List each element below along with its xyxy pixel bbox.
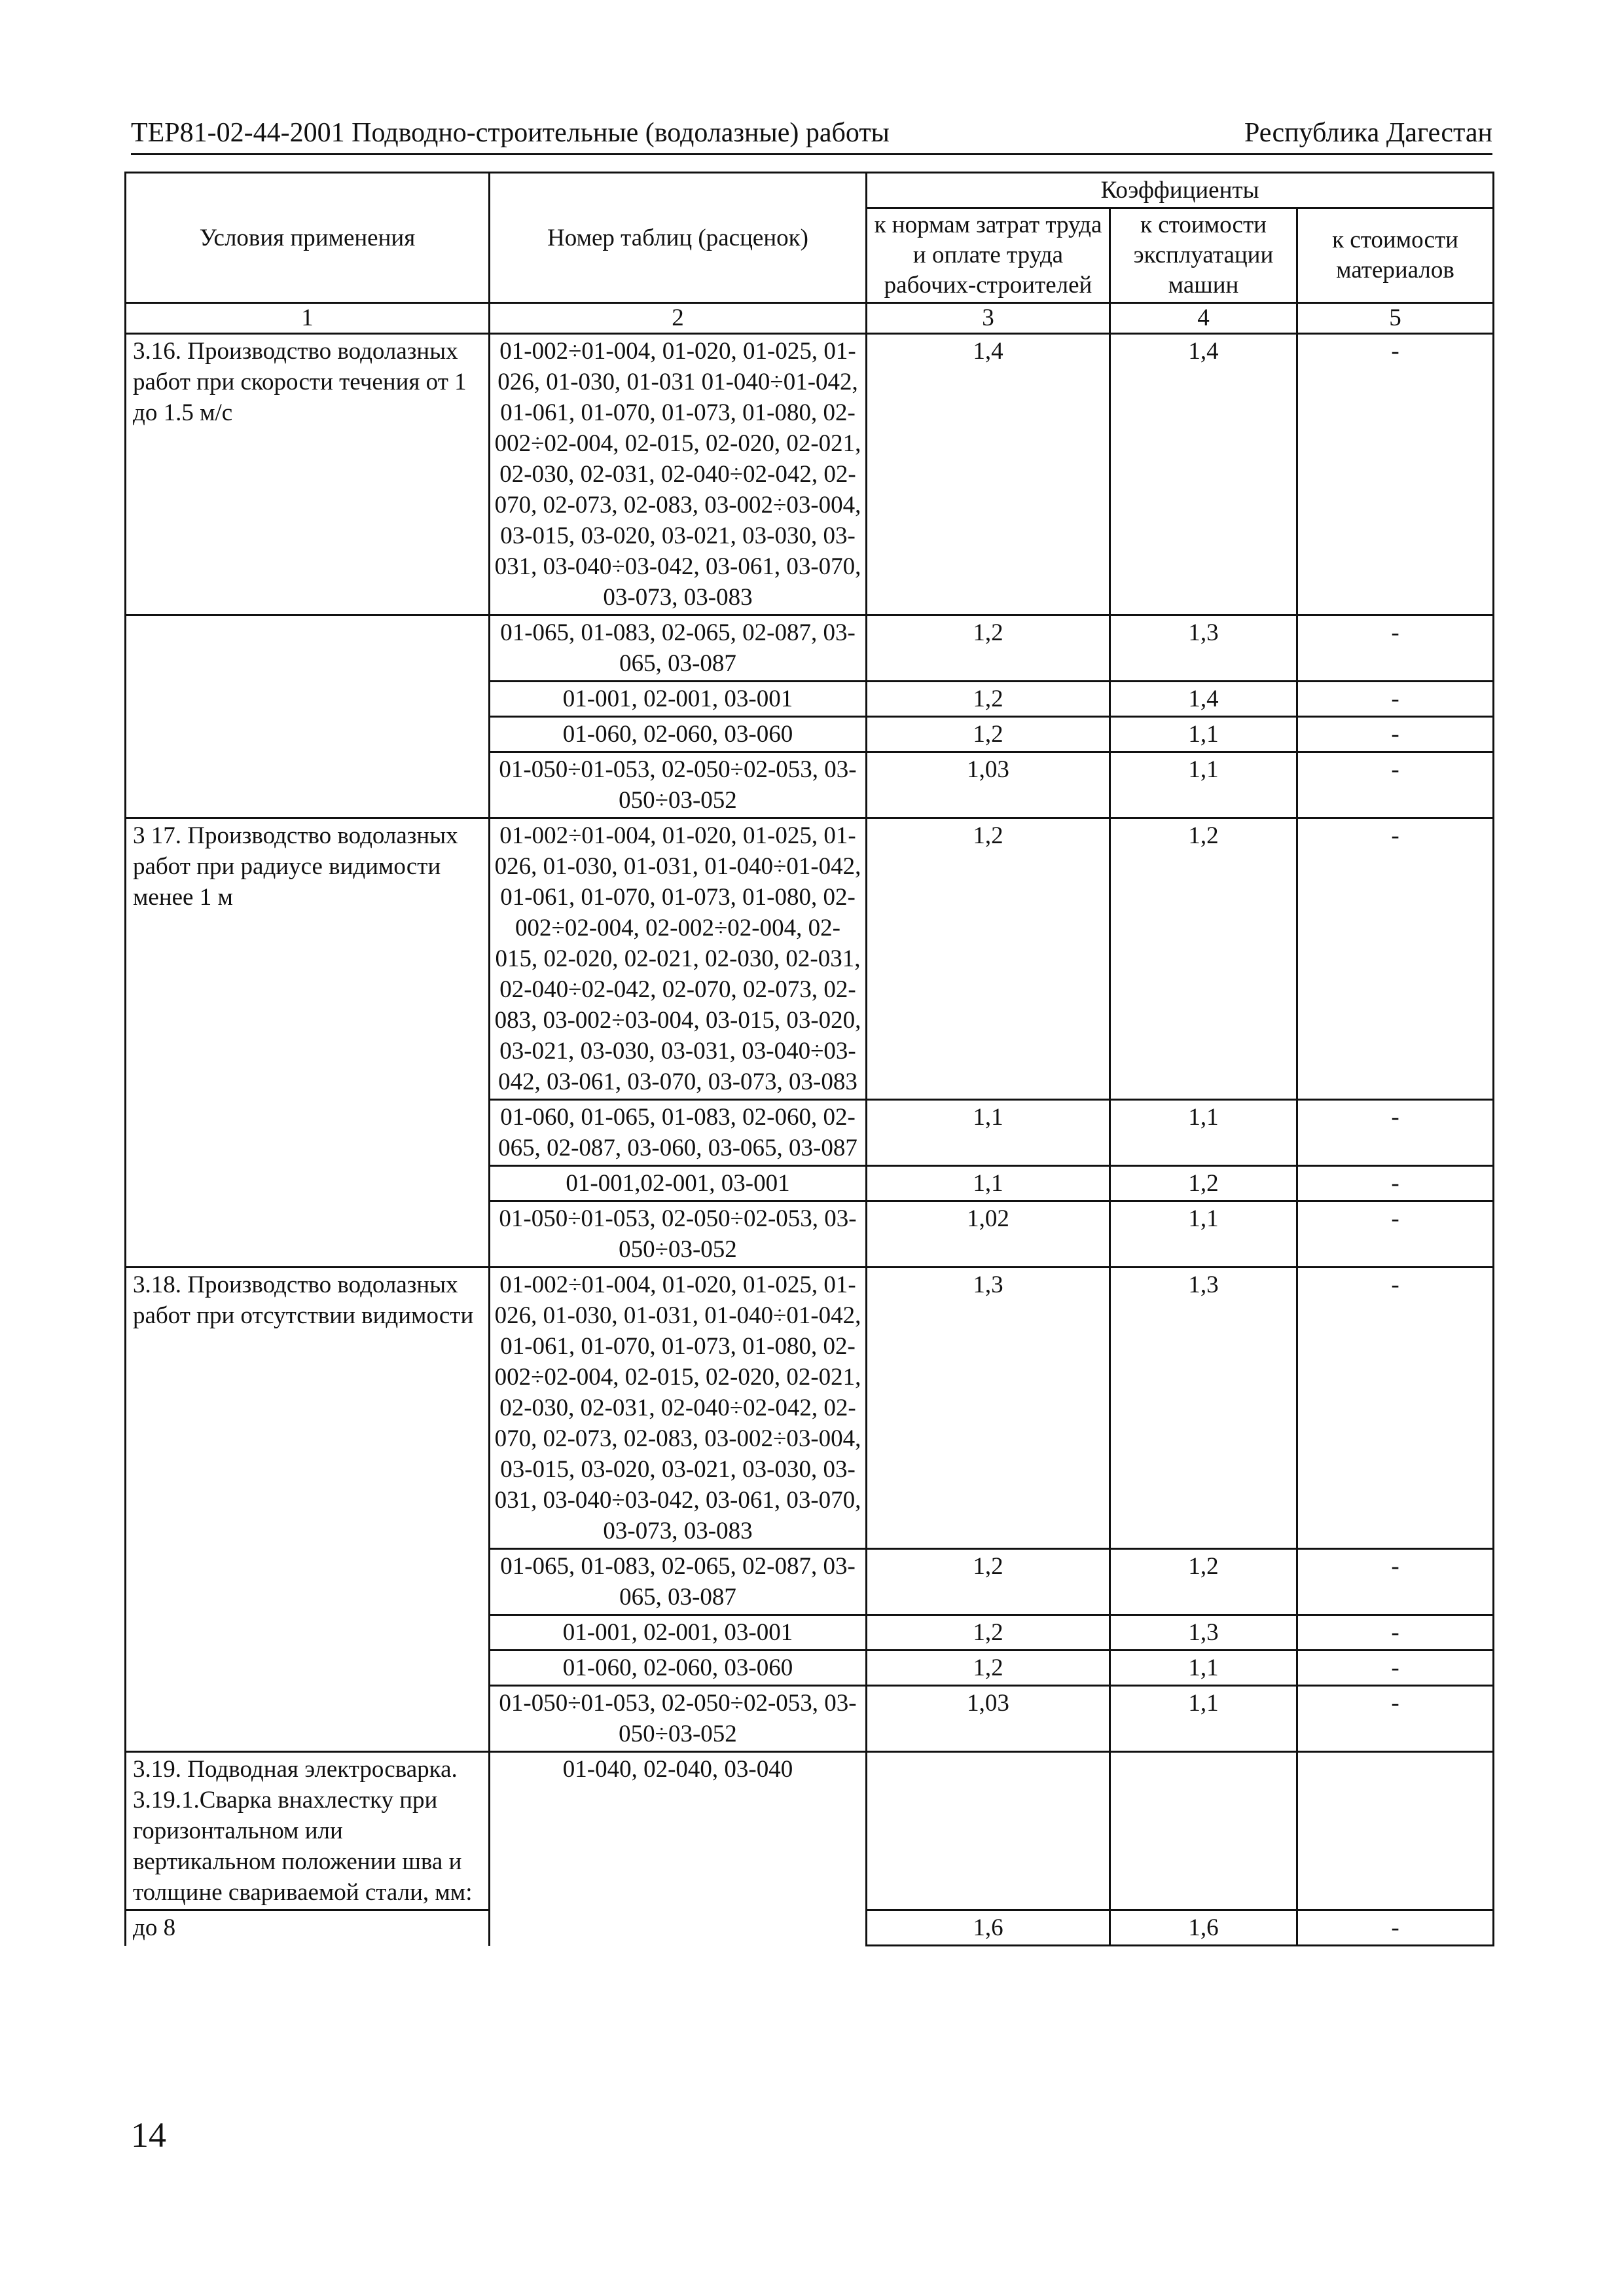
- table-row: [126, 818, 1494, 1100]
- materials-coefficient: -: [1297, 717, 1494, 752]
- labor-coefficient: 1,1: [867, 1100, 1110, 1166]
- sub-condition-cell: до 8: [126, 1910, 490, 1946]
- condition-cell: 3.18. Производство водолазных работ при отсутствии видимости: [126, 1268, 490, 1549]
- materials-coefficient: -: [1297, 1100, 1494, 1166]
- labor-coefficient-empty: [867, 1752, 1110, 1910]
- table-numbers-cell: 01-050÷01-053, 02-050÷02-053, 03-050÷03-052: [490, 1201, 867, 1268]
- page-number: 14: [131, 2115, 166, 2155]
- machines-coefficient: 1,2: [1110, 1166, 1297, 1201]
- labor-coefficient: 1,2: [867, 1615, 1110, 1651]
- column-index: 5: [1297, 303, 1494, 334]
- materials-coefficient: -: [1297, 1686, 1494, 1752]
- column-index-row: [126, 303, 1494, 334]
- machines-coefficient: 1,4: [1110, 334, 1297, 615]
- table-numbers-cell: 01-002÷01-004, 01-020, 01-025, 01-026, 01-030, 01-031, 01-040÷01-042, 01-061, 01-070, 01-073, 01-080, 02-002÷02-004, 02-015, 02-020, 02-021, 02-030, 02-031, 02-040÷02-042, 02-070, 02-073, 02-083, 03-002÷03-004, 03-015, 03-020, 03-021, 03-030, 03-031, 03-040÷03-042, 03-061, 03-070, 03-073, 03-083: [490, 1268, 867, 1549]
- materials-coefficient: -: [1297, 615, 1494, 682]
- condition-cell-empty: [126, 1549, 490, 1752]
- machines-coefficient: 1,1: [1110, 1686, 1297, 1752]
- materials-coefficient: -: [1297, 1201, 1494, 1268]
- materials-coefficient: -: [1297, 818, 1494, 1100]
- table-numbers-cell: 01-065, 01-083, 02-065, 02-087, 03-065, 03-087: [490, 615, 867, 682]
- machines-coefficient: 1,2: [1110, 818, 1297, 1100]
- materials-coefficient: -: [1297, 682, 1494, 717]
- header-materials: к стоимости материалов: [1297, 208, 1494, 303]
- machines-coefficient: 1,1: [1110, 1651, 1297, 1686]
- materials-coefficient: -: [1297, 1651, 1494, 1686]
- table-row: [126, 1268, 1494, 1549]
- labor-coefficient: 1,03: [867, 1686, 1110, 1752]
- table-row: [126, 615, 1494, 682]
- table-numbers-cell: 01-001, 02-001, 03-001: [490, 1615, 867, 1651]
- labor-coefficient: 1,2: [867, 615, 1110, 682]
- table-numbers-cell: 01-065, 01-083, 02-065, 02-087, 03-065, 03-087: [490, 1549, 867, 1615]
- materials-coefficient: -: [1297, 1910, 1494, 1946]
- region-name: Республика Дагестан: [1244, 118, 1492, 148]
- materials-coefficient: -: [1297, 1268, 1494, 1549]
- labor-coefficient: 1,2: [867, 717, 1110, 752]
- column-index: 4: [1110, 303, 1297, 334]
- labor-coefficient: 1,1: [867, 1166, 1110, 1201]
- materials-coefficient: -: [1297, 1615, 1494, 1651]
- header-conditions: Условия применения: [126, 173, 490, 303]
- condition-cell-empty: [126, 615, 490, 818]
- materials-coefficient-empty: [1297, 1752, 1494, 1910]
- machines-coefficient: 1,3: [1110, 1268, 1297, 1549]
- labor-coefficient: 1,03: [867, 752, 1110, 818]
- coefficients-table: [124, 172, 1494, 1946]
- condition-cell: 3.19. Подводная электросварка. 3.19.1.Сварка внахлестку при горизонтальном или вертикальном положении шва и толщине свариваемой стали, мм:: [126, 1752, 490, 1910]
- table-row: [126, 1549, 1494, 1615]
- materials-coefficient: -: [1297, 1166, 1494, 1201]
- machines-coefficient: 1,1: [1110, 752, 1297, 818]
- labor-coefficient: 1,2: [867, 1651, 1110, 1686]
- header-coefficients: Коэффициенты: [867, 173, 1494, 208]
- header-divider: [131, 153, 1492, 155]
- labor-coefficient: 1,02: [867, 1201, 1110, 1268]
- machines-coefficient: 1,3: [1110, 615, 1297, 682]
- machines-coefficient: 1,4: [1110, 682, 1297, 717]
- column-index: 2: [490, 303, 867, 334]
- materials-coefficient: -: [1297, 334, 1494, 615]
- labor-coefficient: 1,2: [867, 1549, 1110, 1615]
- table-numbers-cell: 01-060, 02-060, 03-060: [490, 717, 867, 752]
- table-numbers-cell: 01-060, 02-060, 03-060: [490, 1651, 867, 1686]
- machines-coefficient: 1,1: [1110, 717, 1297, 752]
- table-numbers-cell: 01-050÷01-053, 02-050÷02-053, 03-050÷03-052: [490, 1686, 867, 1752]
- machines-coefficient: 1,1: [1110, 1201, 1297, 1268]
- page-header: [131, 110, 1492, 156]
- header-labor: к нормам затрат труда и оплате труда рабочих-строителей: [867, 208, 1110, 303]
- table-numbers-cell: 01-001,02-001, 03-001: [490, 1166, 867, 1201]
- labor-coefficient: 1,3: [867, 1268, 1110, 1549]
- labor-coefficient: 1,2: [867, 682, 1110, 717]
- header-machines: к стоимости эксплуатации машин: [1110, 208, 1297, 303]
- column-index: 1: [126, 303, 490, 334]
- table-numbers-cell: 01-002÷01-004, 01-020, 01-025, 01-026, 01-030, 01-031 01-040÷01-042, 01-061, 01-070, 01-073, 01-080, 02-002÷02-004, 02-015, 02-020, 02-021, 02-030, 02-031, 02-040÷02-042, 02-070, 02-073, 02-083, 03-002÷03-004, 03-015, 03-020, 03-021, 03-030, 03-031, 03-040÷03-042, 03-061, 03-070, 03-073, 03-083: [490, 334, 867, 615]
- column-index: 3: [867, 303, 1110, 334]
- labor-coefficient: 1,6: [867, 1910, 1110, 1946]
- machines-coefficient: 1,3: [1110, 1615, 1297, 1651]
- machines-coefficient-empty: [1110, 1752, 1297, 1910]
- table-row: [126, 1100, 1494, 1166]
- materials-coefficient: -: [1297, 1549, 1494, 1615]
- table-numbers-cell: 01-050÷01-053, 02-050÷02-053, 03-050÷03-052: [490, 752, 867, 818]
- document-title: ТЕР81-02-44-2001 Подводно-строительные (водолазные) работы: [131, 118, 890, 148]
- machines-coefficient: 1,1: [1110, 1100, 1297, 1166]
- condition-cell: 3.16. Производство водолазных работ при скорости течения от 1 до 1.5 м/с: [126, 334, 490, 615]
- table-numbers-cell: 01-040, 02-040, 03-040: [490, 1752, 867, 1946]
- machines-coefficient: 1,6: [1110, 1910, 1297, 1946]
- table-row: [126, 1752, 1494, 1910]
- table-numbers-cell: 01-060, 01-065, 01-083, 02-060, 02-065, 02-087, 03-060, 03-065, 03-087: [490, 1100, 867, 1166]
- table-numbers-cell: 01-002÷01-004, 01-020, 01-025, 01-026, 01-030, 01-031, 01-040÷01-042, 01-061, 01-070, 01-073, 01-080, 02-002÷02-004, 02-002÷02-004, 02-015, 02-020, 02-021, 02-030, 02-031, 02-040÷02-042, 02-070, 02-073, 02-083, 03-002÷03-004, 03-015, 03-020, 03-021, 03-030, 03-031, 03-040÷03-042, 03-061, 03-070, 03-073, 03-083: [490, 818, 867, 1100]
- condition-cell: 3 17. Производство водолазных работ при радиусе видимости менее 1 м: [126, 818, 490, 1100]
- labor-coefficient: 1,4: [867, 334, 1110, 615]
- materials-coefficient: -: [1297, 752, 1494, 818]
- condition-cell-empty: [126, 1100, 490, 1268]
- machines-coefficient: 1,2: [1110, 1549, 1297, 1615]
- table-numbers-cell: 01-001, 02-001, 03-001: [490, 682, 867, 717]
- table-header-row: [126, 173, 1494, 208]
- table-row: [126, 334, 1494, 615]
- header-table-numbers: Номер таблиц (расценок): [490, 173, 867, 303]
- labor-coefficient: 1,2: [867, 818, 1110, 1100]
